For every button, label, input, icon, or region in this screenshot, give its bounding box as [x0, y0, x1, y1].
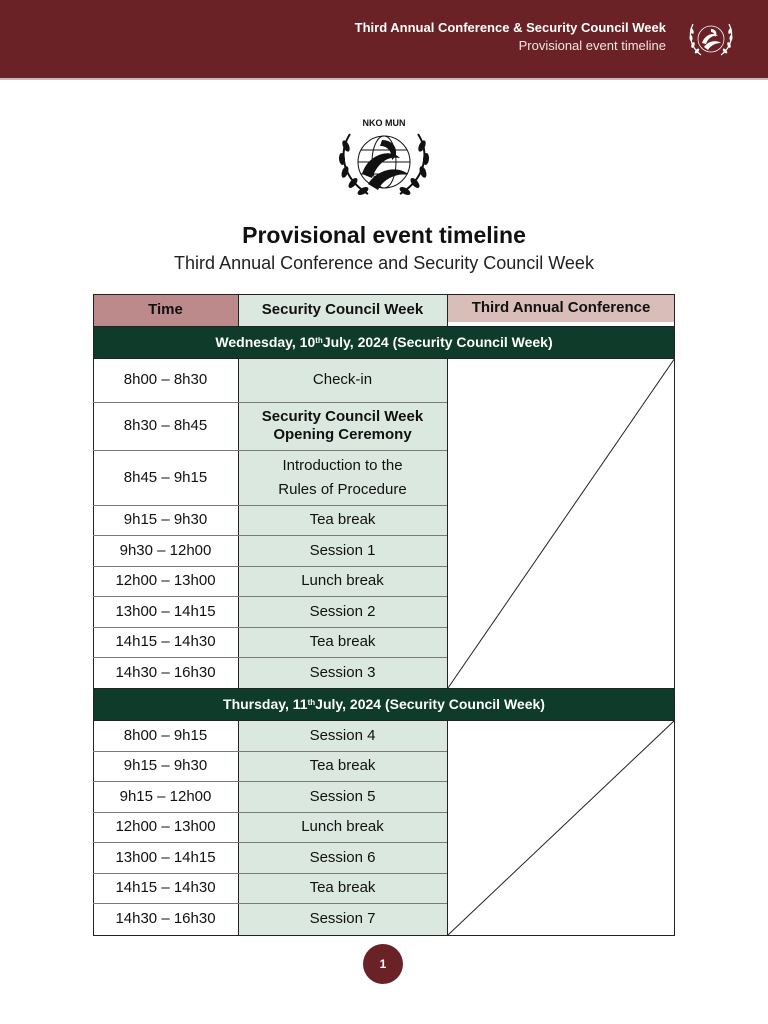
document-title: Provisional event timeline	[242, 222, 526, 248]
table-row-event: Lunch break	[238, 812, 447, 842]
not-applicable-diagonal	[448, 720, 675, 935]
table-row-event: Session 7	[238, 903, 447, 935]
table-row-event: Tea break	[238, 751, 447, 781]
table-row-time: 12h00 – 13h00	[115, 818, 216, 835]
table-row-time: 8h30 – 8h45	[123, 417, 208, 434]
table-row-event: Session 4	[238, 720, 447, 751]
table-row-event: Session 2	[238, 596, 447, 627]
table-row-time: 14h15 – 14h30	[115, 879, 216, 896]
header-title: Third Annual Conference & Security Council Week	[354, 20, 666, 35]
table-row-time: 14h30 – 16h30	[115, 663, 216, 681]
table-row-time: 13h00 – 14h15	[115, 848, 216, 866]
table-row-event: Session 5	[238, 781, 447, 812]
header-subtitle: Provisional event timeline	[518, 38, 666, 53]
nko-mun-emblem-icon	[334, 116, 434, 200]
table-row-time: 12h00 – 13h00	[115, 572, 216, 589]
day-header-thursday: Thursday, 11 $^{th}$ July, 2024 (Security Council Week)	[93, 688, 675, 720]
table-row-time: 14h30 – 16h30	[115, 910, 216, 927]
timeline-table	[93, 294, 675, 936]
day-label: Wednesday, 10	[215, 334, 316, 350]
logo-wordmark: NKO MUN	[362, 118, 406, 128]
table-row-time: 9h30 – 12h00	[119, 541, 212, 559]
table-row-event: Introduction to the Rules of Procedure	[238, 450, 447, 505]
not-applicable-diagonal	[448, 358, 675, 688]
table-row-event: Check-in	[238, 358, 447, 402]
nko-mun-emblem-icon	[686, 14, 736, 60]
table-row-event: Lunch break	[238, 566, 447, 596]
day-label: Thursday, 11	[223, 696, 308, 712]
table-row-time: 8h45 – 9h15	[123, 468, 208, 486]
table-row-time: 14h15 – 14h30	[115, 633, 216, 650]
table-row-event: Session 1	[238, 535, 447, 566]
table-row-time: 8h00 – 9h15	[123, 726, 208, 744]
header-divider	[0, 78, 768, 80]
table-row-event: Security Council Week Opening Ceremony	[238, 402, 447, 450]
day-label-rest: July, 2024 (Security Council Week)	[322, 334, 553, 350]
table-row-time: 13h00 – 14h15	[115, 602, 216, 620]
table-row-time: 9h15 – 9h30	[123, 757, 208, 774]
column-header-security-council-week: Security Council Week	[238, 294, 447, 326]
table-row-event: Session 3	[238, 657, 447, 688]
document-subtitle: Third Annual Conference and Security Council Week	[174, 253, 594, 273]
table-grid	[93, 294, 675, 936]
table-row-time: 9h15 – 12h00	[119, 787, 212, 805]
day-header-wednesday: Wednesday, 10 $^{th}$ July, 2024 (Security Council Week)	[93, 326, 675, 358]
table-row-event: Tea break	[238, 873, 447, 903]
header-bar	[0, 0, 768, 78]
page-number: 1	[363, 944, 403, 984]
table-row-time: 9h15 – 9h30	[123, 511, 208, 528]
table-row-event: Session 6	[238, 842, 447, 873]
table-row-event: Tea break	[238, 505, 447, 535]
column-header-time: Time	[93, 294, 238, 326]
column-header-third-annual-conference: Third Annual Conference	[447, 294, 675, 322]
table-row-event: Tea break	[238, 627, 447, 657]
table-row-time: 8h00 – 8h30	[123, 371, 208, 388]
day-label-rest: July, 2024 (Security Council Week)	[315, 696, 545, 712]
